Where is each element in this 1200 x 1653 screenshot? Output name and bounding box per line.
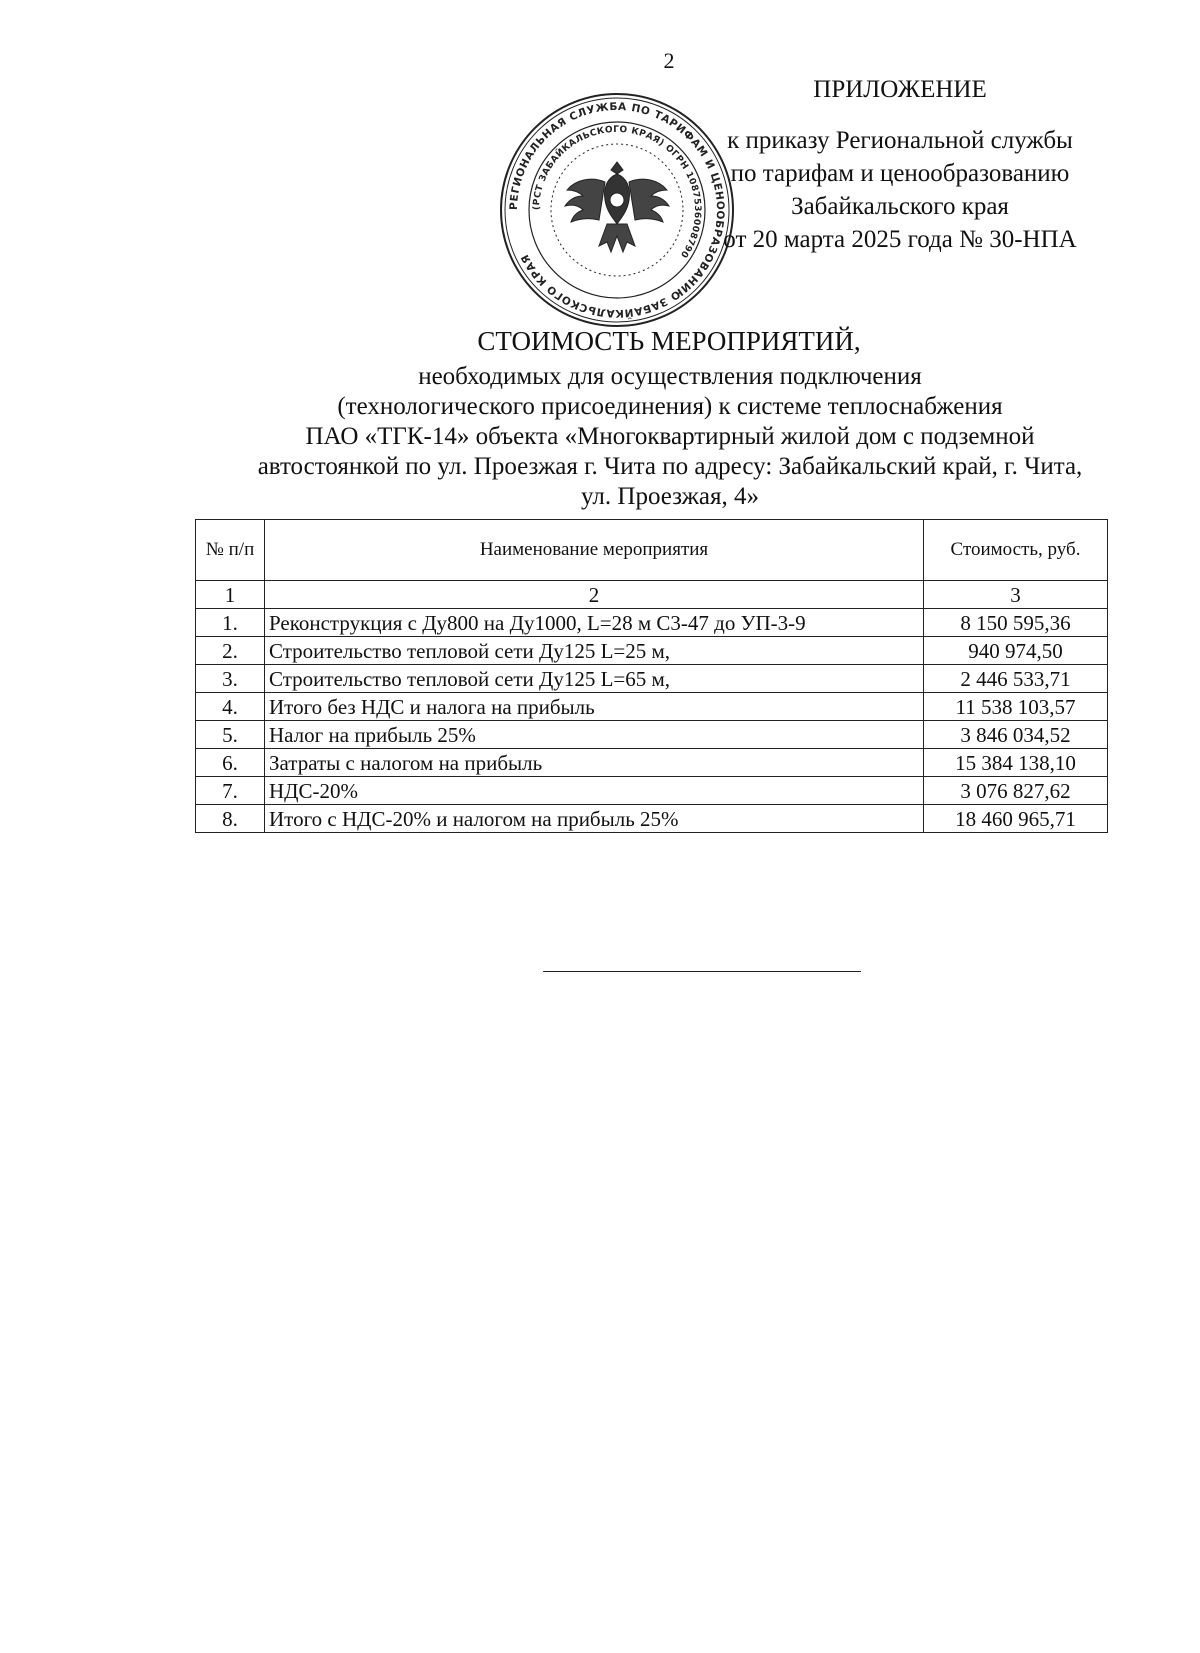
- row-cost: 11 538 103,57: [924, 693, 1108, 721]
- table-row: [196, 637, 1108, 665]
- row-number: 5.: [196, 721, 265, 749]
- row-activity: Реконструкция с Ду800 на Ду1000, L=28 м С3-47 до УП-3-9: [265, 609, 924, 637]
- table-header-row: [196, 520, 1108, 581]
- table-row: [196, 665, 1108, 693]
- row-cost: 3 076 827,62: [924, 777, 1108, 805]
- row-number: 4.: [196, 693, 265, 721]
- index-cell: 1: [196, 581, 265, 609]
- row-cost: 15 384 138,10: [924, 749, 1108, 777]
- appendix-heading: ПРИЛОЖЕНИЕ: [813, 76, 987, 103]
- document-title: СТОИМОСТЬ МЕРОПРИЯТИЙ,: [477, 326, 861, 356]
- order-reference: [700, 124, 1100, 256]
- table-index-row: [196, 581, 1108, 609]
- row-activity: НДС-20%: [265, 777, 924, 805]
- order-line: по тарифам и ценообразованию: [730, 160, 1070, 187]
- row-number: 7.: [196, 777, 265, 805]
- column-header-number: № п/п: [196, 520, 265, 581]
- order-line: к приказу Региональной службы: [727, 127, 1073, 154]
- table-row: [196, 805, 1108, 833]
- row-number: 3.: [196, 665, 265, 693]
- seal-inner-text: (РСТ ЗАБАЙКАЛЬСКОГО КРАЯ) ОГРН 1087536008790: [531, 124, 703, 260]
- document-subtitle: [150, 362, 1190, 512]
- closing-rule: [543, 971, 861, 972]
- subtitle-line: необходимых для осуществления подключения: [418, 363, 922, 390]
- row-number: 6.: [196, 749, 265, 777]
- eagle-emblem-icon: [565, 162, 669, 252]
- row-cost: 8 150 595,36: [924, 609, 1108, 637]
- table-row: [196, 777, 1108, 805]
- subtitle-line: (технологического присоединения) к системе теплоснабжения: [337, 393, 1003, 420]
- row-activity: Строительство тепловой сети Ду125 L=65 м,: [265, 665, 924, 693]
- table-row: [196, 693, 1108, 721]
- column-header-cost: Стоимость, руб.: [924, 520, 1108, 581]
- index-cell: 2: [265, 581, 924, 609]
- order-line: от 20 марта 2025 года № 30-НПА: [723, 226, 1077, 253]
- row-number: 1.: [196, 609, 265, 637]
- row-number: 2.: [196, 637, 265, 665]
- seal-outer-text: РЕГИОНАЛЬНАЯ СЛУЖБА ПО ТАРИФАМ И ЦЕНООБРАЗОВАНИЮ ЗАБАЙКАЛЬСКОГО КРАЯ: [507, 100, 727, 320]
- row-number: 8.: [196, 805, 265, 833]
- subtitle-line: ул. Проезжая, 4»: [581, 483, 759, 510]
- row-activity: Итого с НДС-20% и налогом на прибыль 25%: [265, 805, 924, 833]
- row-cost: 940 974,50: [924, 637, 1108, 665]
- index-cell: 3: [924, 581, 1108, 609]
- row-activity: Итого без НДС и налога на прибыль: [265, 693, 924, 721]
- row-activity: Налог на прибыль 25%: [265, 721, 924, 749]
- column-header-name: Наименование мероприятия: [265, 520, 924, 581]
- row-cost: 2 446 533,71: [924, 665, 1108, 693]
- page-number: 2: [663, 48, 675, 73]
- subtitle-line: автостоянкой по ул. Проезжая г. Чита по адресу: Забайкальский край, г. Чита,: [257, 453, 1083, 480]
- table-row: [196, 721, 1108, 749]
- row-activity: Затраты с налогом на прибыль: [265, 749, 924, 777]
- table-row: [196, 749, 1108, 777]
- cost-table: [195, 519, 1108, 833]
- row-cost: 18 460 965,71: [924, 805, 1108, 833]
- row-activity: Строительство тепловой сети Ду125 L=25 м,: [265, 637, 924, 665]
- subtitle-line: ПАО «ТГК-14» объекта «Многоквартирный жилой дом с подземной: [305, 423, 1035, 450]
- table-row: [196, 609, 1108, 637]
- order-line: Забайкальского края: [791, 193, 1009, 220]
- row-cost: 3 846 034,52: [924, 721, 1108, 749]
